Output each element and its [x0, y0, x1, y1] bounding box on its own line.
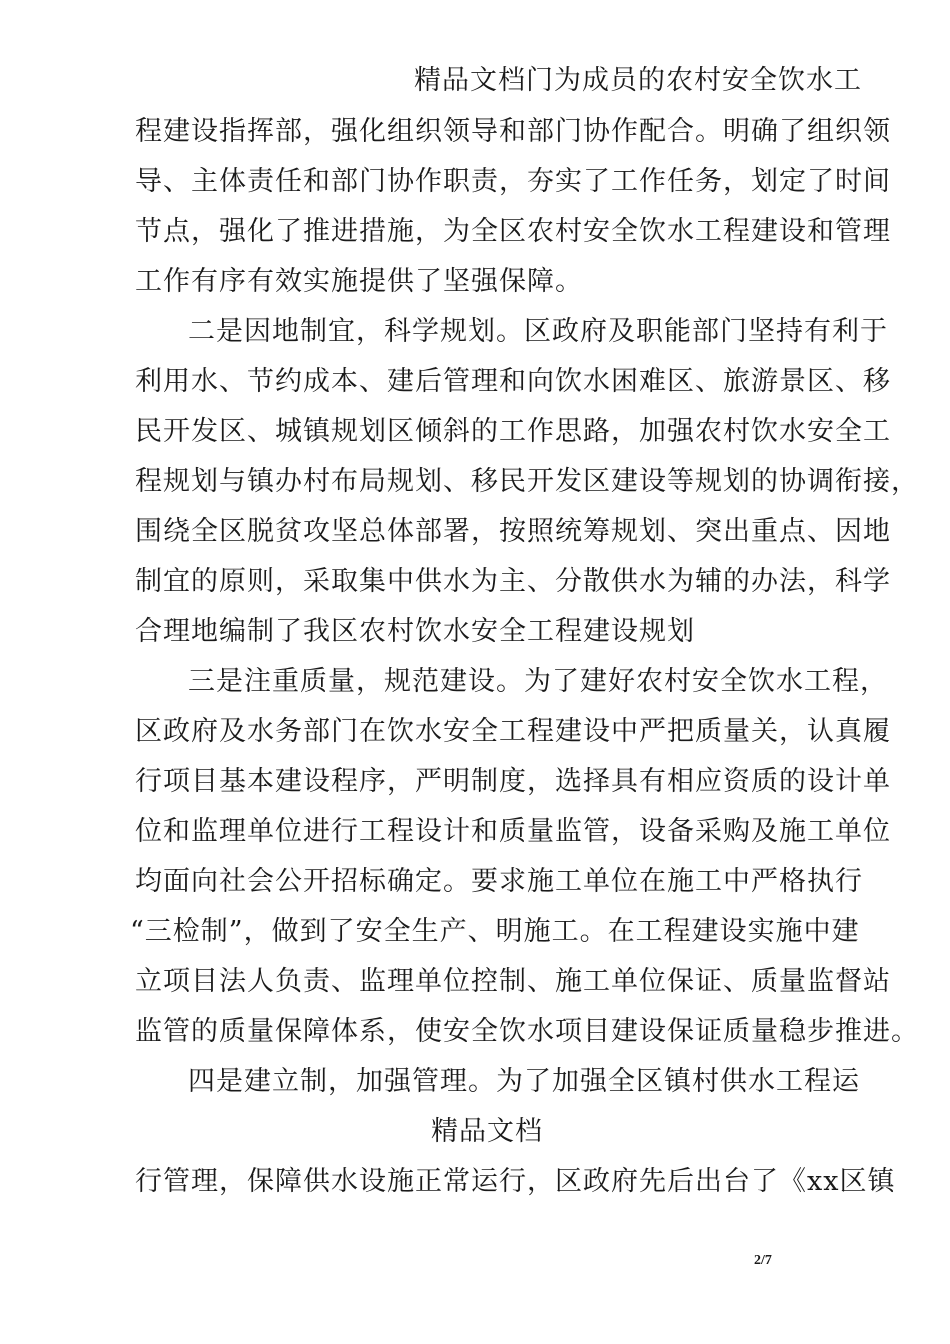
text-line-12: 合理地编制了我区农村饮水安全工程建设规划 — [135, 616, 695, 647]
page-header-text: 精品文档 — [431, 1116, 543, 1147]
page-number: 2/7 — [754, 1253, 772, 1268]
text-line-22: 行管理，保障供水设施正常运行，区政府先后出台了《xx区镇 — [135, 1166, 896, 1197]
text-line-4: 节点，强化了推进措施，为全区农村安全饮水工程建设和管理 — [135, 216, 891, 247]
text-line-10: 围绕全区脱贫攻坚总体部署，按照统筹规划、突出重点、因地 — [135, 516, 891, 547]
text-line-8: 民开发区、城镇规划区倾斜的工作思路，加强农村饮水安全工 — [135, 416, 891, 447]
text-line-9: 程规划与镇办村布局规划、移民开发区建设等规划的协调衔接， — [135, 466, 919, 497]
text-line-18: “三检制”，做到了安全生产、明施工。在工程建设实施中建 — [130, 916, 860, 947]
text-line-5: 工作有序有效实施提供了坚强保障。 — [135, 266, 583, 297]
text-line-3: 导、主体责任和部门协作职责，夯实了工作任务，划定了时间 — [135, 166, 891, 197]
text-line-2: 程建设指挥部，强化组织领导和部门协作配合。明确了组织领 — [135, 116, 891, 147]
text-line-6: 二是因地制宜，科学规划。区政府及职能部门坚持有利于 — [188, 316, 888, 347]
text-line-15: 行项目基本建设程序，严明制度，选择具有相应资质的设计单 — [135, 766, 891, 797]
text-line-13: 三是注重质量，规范建设。为了建好农村安全饮水工程， — [188, 666, 888, 697]
text-line-20: 监管的质量保障体系，使安全饮水项目建设保证质量稳步推进。 — [135, 1016, 919, 1047]
text-line-17: 均面向社会公开招标确定。要求施工单位在施工中严格执行 — [135, 866, 863, 897]
text-line-7: 利用水、节约成本、建后管理和向饮水困难区、旅游景区、移 — [135, 366, 891, 397]
text-line-19: 立项目法人负责、监理单位控制、施工单位保证、质量监督站 — [135, 966, 891, 997]
text-line-16: 位和监理单位进行工程设计和质量监管，设备采购及施工单位 — [135, 816, 891, 847]
text-line-11: 制宜的原则，采取集中供水为主、分散供水为辅的办法，科学 — [135, 566, 891, 597]
text-line-1: 精品文档门为成员的农村安全饮水工 — [414, 65, 862, 96]
text-line-21: 四是建立制，加强管理。为了加强全区镇村供水工程运 — [188, 1066, 860, 1097]
text-line-14: 区政府及水务部门在饮水安全工程建设中严把质量关，认真履 — [135, 716, 891, 747]
